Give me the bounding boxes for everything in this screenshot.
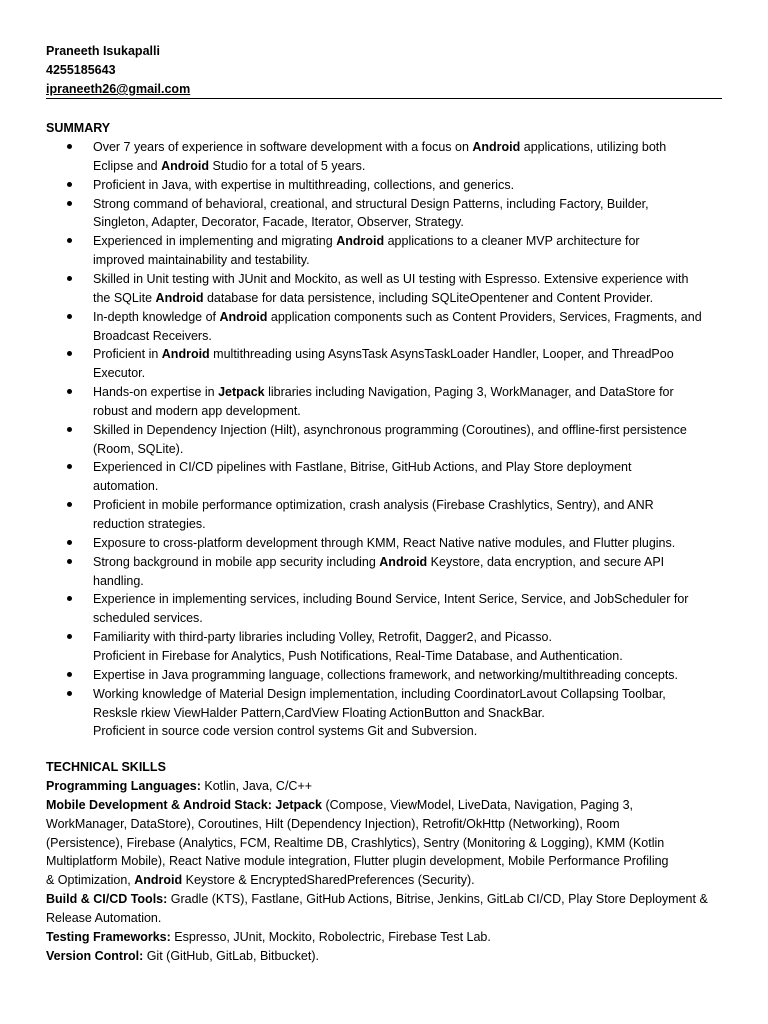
header-divider (46, 98, 722, 99)
skills-line (46, 834, 664, 852)
skills-line (46, 815, 620, 833)
summary-line (93, 195, 649, 213)
summary-text: improved maintainability and testability. (93, 253, 310, 268)
bullet-icon (67, 628, 75, 646)
summary-text: scheduled services. (93, 611, 203, 626)
summary-text: Broadcast Receivers. (93, 328, 212, 343)
summary-line (93, 553, 664, 571)
bullet-icon (67, 383, 75, 401)
summary-text: handling. (93, 573, 144, 588)
bullet-icon (67, 666, 75, 684)
summary-text: Familiarity with third-party libraries including Volley, Retrofit, Dagger2, and Picasso. (93, 630, 552, 645)
summary-text: Resksle rkiew ViewHalder Pattern,CardView Floating ActionButton and SnackBar. (93, 705, 545, 720)
skills-line (46, 871, 475, 889)
bullet-icon (67, 534, 75, 552)
skill-label: Programming Languages: (46, 779, 201, 793)
summary-line (93, 157, 365, 175)
bullet-icon (67, 590, 75, 608)
summary-text: Singleton, Adapter, Decorator, Facade, Iterator, Observer, Strategy. (93, 215, 464, 230)
skill-text: Espresso, JUnit, Mockito, Robolectric, Firebase Test Lab. (170, 929, 491, 944)
summary-line (93, 213, 464, 231)
summary-text: Studio for a total of 5 years. (209, 158, 366, 173)
summary-text: database for data persistence, including SQLiteOpentener and Content Provider. (203, 290, 654, 305)
summary-line (93, 421, 687, 439)
candidate-email[interactable]: ipraneeth26@gmail.com (46, 82, 191, 96)
summary-line (93, 138, 666, 156)
summary-text: applications, utilizing both (520, 140, 667, 154)
emphasis-text: Android (219, 309, 268, 324)
emphasis-text: Android (155, 290, 204, 305)
emphasis-text: Jetpack (218, 385, 265, 400)
summary-text: Proficient in source code version control systems Git and Subversion. (93, 724, 478, 739)
bullet-icon (67, 496, 75, 514)
summary-line (93, 364, 145, 382)
summary-line (93, 270, 688, 288)
bullet-icon (67, 458, 75, 476)
summary-text: Skilled in Unit testing with JUnit and Mockito, as well as UI testing with Espresso. Extensive experience with (93, 271, 689, 286)
summary-line (93, 534, 675, 552)
summary-text: Proficient in Java, with expertise in multithreading, collections, and generics. (93, 177, 515, 192)
skill-text: (Compose, ViewModel, LiveData, Navigation, Paging 3, (321, 797, 634, 812)
summary-text: Exposure to cross-platform development through KMM, React Native native modules, and Flutter plugins. (93, 535, 676, 550)
summary-line (93, 590, 688, 608)
summary-line (93, 647, 623, 665)
bullet-icon (67, 685, 75, 703)
summary-text: (Room, SQLite). (93, 441, 184, 456)
summary-line (93, 496, 654, 514)
skills-line (46, 777, 312, 795)
skill-text: Gradle (KTS), Fastlane, GitHub Actions, Bitrise, Jenkins, GitLab CI/CD, Play Store Deployment & (167, 892, 708, 907)
summary-line (93, 515, 206, 533)
skill-text: Keystore & EncryptedSharedPreferences (Security). (182, 873, 475, 888)
emphasis-text: Android (472, 140, 521, 154)
summary-line (93, 308, 702, 326)
summary-line (93, 251, 310, 269)
summary-text: application components such as Content Providers, Services, Fragments, and (267, 309, 702, 324)
summary-line (93, 176, 514, 194)
skill-text: (Persistence), Firebase (Analytics, FCM, Realtime DB, Crashlytics), Sentry (Monitoring & Logging), KMM (Kotlin (46, 835, 665, 850)
summary-line (93, 666, 678, 684)
skill-text: Release Automation. (46, 910, 162, 925)
candidate-name: Praneeth Isukapalli (46, 44, 160, 58)
summary-text: Strong background in mobile app security including (93, 554, 380, 569)
summary-line (93, 232, 640, 250)
summary-text: Hands-on expertise in (93, 385, 219, 400)
bullet-icon (67, 270, 75, 288)
summary-text: robust and modern app development. (93, 403, 301, 418)
skills-line (46, 928, 491, 946)
summary-line (93, 327, 212, 345)
summary-text: Proficient in mobile performance optimization, crash analysis (Firebase Crashlytics, Sentry), and ANR (93, 498, 654, 513)
summary-text: Proficient in (93, 347, 162, 362)
skills-line (46, 947, 319, 965)
skill-label: Version Control: (46, 948, 144, 963)
summary-text: Keystore, data encryption, and secure API (427, 554, 665, 569)
bullet-icon (67, 195, 75, 213)
skill-text: Multiplatform Mobile), React Native module integration, Flutter plugin development, Mobile Performance Profiling (46, 854, 669, 869)
summary-text: the SQLite (93, 290, 156, 305)
bullet-icon (67, 345, 75, 363)
summary-text: Skilled in Dependency Injection (Hilt), asynchronous programming (Coroutines), and offline-first persistence (93, 422, 687, 437)
summary-text: Over 7 years of experience in software development with a focus on (93, 140, 473, 154)
summary-text: Executor. (93, 366, 146, 381)
summary-text: Experience in implementing services, including Bound Service, Intent Serice, Service, and JobScheduler for (93, 592, 689, 607)
summary-line (93, 572, 144, 590)
summary-text: Expertise in Java programming language, collections framework, and networking/multithreading concepts. (93, 667, 679, 682)
bullet-icon (67, 232, 75, 250)
skill-text: Kotlin, Java, C/C++ (200, 779, 313, 793)
bullet-icon (67, 308, 75, 326)
technical-skills-heading: TECHNICAL SKILLS (46, 760, 166, 774)
summary-line (93, 383, 674, 401)
skill-label: Mobile Development & Android Stack: Jetpack (46, 797, 322, 812)
summary-text: automation. (93, 479, 159, 494)
skills-line (46, 852, 669, 870)
summary-line (93, 628, 552, 646)
summary-text: Experienced in CI/CD pipelines with Fastlane, Bitrise, GitHub Actions, and Play Store deployment (93, 460, 632, 475)
emphasis-text: Android (161, 347, 210, 362)
skill-label: Build & CI/CD Tools: (46, 892, 168, 907)
summary-text: libraries including Navigation, Paging 3, WorkManager, and DataStore for (264, 385, 674, 400)
summary-text: In-depth knowledge of (93, 309, 220, 324)
summary-line (93, 458, 631, 476)
summary-line (93, 477, 158, 495)
bullet-icon (67, 553, 75, 571)
summary-text: Experienced in implementing and migrating (93, 234, 337, 249)
bullet-icon (67, 176, 75, 194)
emphasis-text: Android (161, 158, 210, 173)
skill-text: & Optimization, (46, 873, 135, 888)
summary-line (93, 345, 674, 363)
summary-text: applications to a cleaner MVP architecture for (384, 234, 640, 249)
summary-text: Eclipse and (93, 158, 162, 173)
summary-line (93, 440, 183, 458)
skill-label: Testing Frameworks: (46, 929, 171, 944)
summary-text: reduction strategies. (93, 517, 206, 531)
bullet-icon (67, 138, 75, 156)
summary-line (93, 704, 545, 722)
emphasis-text: Android (336, 234, 385, 249)
skill-text: WorkManager, DataStore), Coroutines, Hilt (Dependency Injection), Retrofit/OkHttp (Networking), Room (46, 816, 620, 831)
skills-line (46, 796, 633, 814)
summary-line (93, 722, 477, 740)
summary-text: Strong command of behavioral, creational, and structural Design Patterns, including Factory, Builder, (93, 196, 649, 211)
summary-line (93, 289, 653, 307)
skill-text: Git (GitHub, GitLab, Bitbucket). (143, 948, 319, 963)
skills-line (46, 890, 708, 908)
candidate-phone: 4255185643 (46, 63, 116, 77)
summary-line (93, 685, 666, 703)
emphasis-text: Android (379, 554, 428, 569)
summary-text: multithreading using AsynsTask AsynsTaskLoader Handler, Looper, and ThreadPoo (209, 347, 674, 362)
skill-label: Android (134, 873, 183, 888)
summary-text: Working knowledge of Material Design implementation, including CoordinatorLavout Collapsing Toolbar, (93, 686, 666, 701)
summary-heading: SUMMARY (46, 121, 111, 135)
bullet-icon (67, 421, 75, 439)
summary-line (93, 402, 301, 420)
summary-text: Proficient in Firebase for Analytics, Push Notifications, Real-Time Database, and Authentication. (93, 648, 623, 663)
skills-line (46, 909, 161, 927)
summary-line (93, 609, 203, 627)
